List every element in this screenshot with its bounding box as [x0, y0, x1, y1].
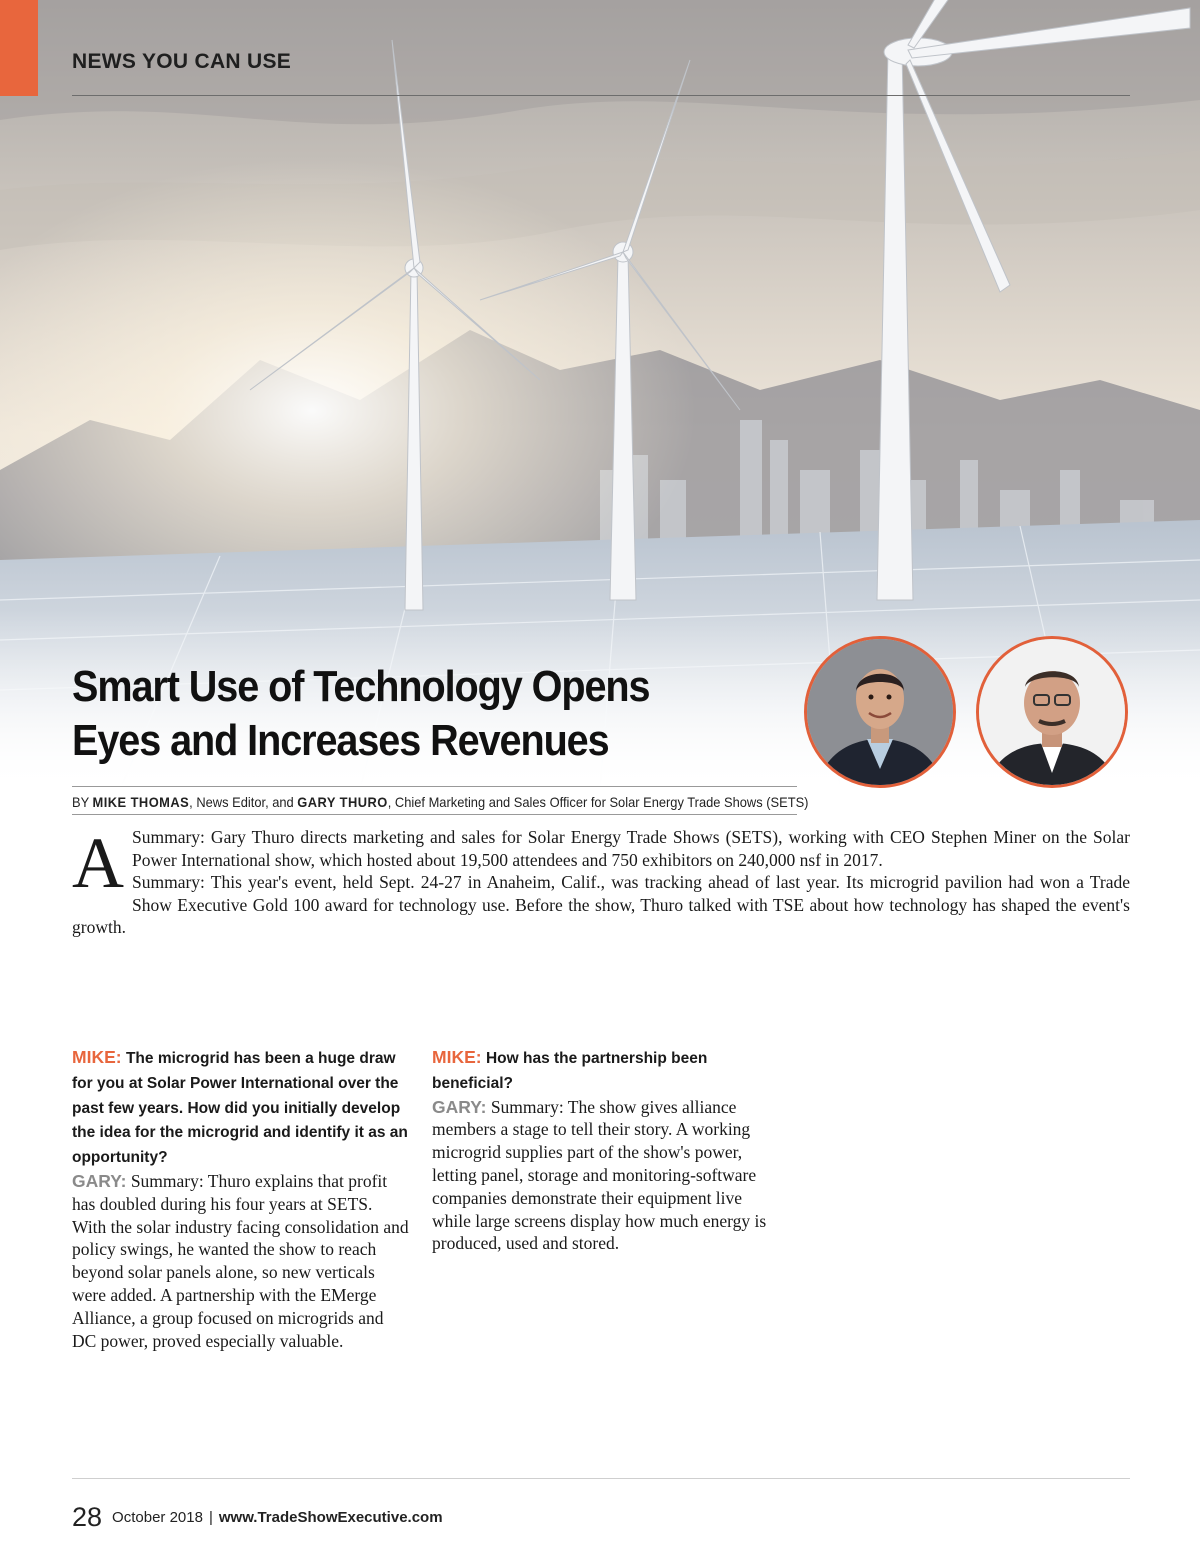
- article-intro: [72, 823, 1130, 939]
- section-label: NEWS YOU CAN USE: [72, 50, 292, 73]
- byline-top-divider: [72, 786, 797, 787]
- byline-bottom-divider: [72, 814, 797, 815]
- issue-date: October 2018: [112, 1509, 203, 1526]
- byline-author-2-role: , Chief Marketing and Sales Officer for Solar Energy Trade Shows (SETS): [387, 794, 809, 810]
- page-number: 28: [72, 1502, 103, 1532]
- intro-paragraph-2: Summary: This year's event, held Sept. 24-27 in Anaheim, Calif., was tracking ahead of last year. Its microgrid pavilion had won a Trade Show Executive Gold 100 award for technology use. Before the show, Thuro talked with TSE about how technology has shaped the event's growth.: [72, 872, 1130, 937]
- question-2-text: How has the partnership been beneficial?: [432, 1050, 708, 1092]
- byline: [72, 792, 809, 812]
- byline-author-2: GARY THURO: [297, 794, 388, 810]
- answer-2: [432, 1096, 770, 1256]
- question-1: [72, 1046, 410, 1170]
- portrait-mike-thomas: [804, 636, 956, 788]
- intro-paragraph-1-text: Summary: Gary Thuro directs marketing and sales for Solar Energy Trade Shows (SETS), working with CEO Stephen Miner on the Solar Power International show, which hosted about 19,500 attendees and 750 exhibitors on 240,000 nsf in 2017.: [132, 827, 1130, 870]
- intro-paragraph-1: [72, 823, 1130, 903]
- publication-url[interactable]: www.TradeShowExecutive.com: [218, 1509, 443, 1526]
- interviewer-label: MIKE:: [432, 1047, 482, 1067]
- interview-column-2: [432, 1046, 770, 1255]
- interviewee-label: GARY:: [432, 1096, 487, 1117]
- answer-1-text: Summary: Thuro explains that profit has doubled during his four years at SETS. With the solar industry facing consolidation and policy swings, he wanted the show to reach beyond solar panels alone, so new verticals were added. A partnership with the EMerge Alliance, a group focused on microgrids and DC power, proved especially valuable.: [72, 1170, 409, 1351]
- question-1-text: The microgrid has been a huge draw for you at Solar Power International over the past few years. How did you initially develop the idea for the microgrid and identify it as an opportunity?: [72, 1050, 408, 1167]
- answer-2-text: Summary: The show gives alliance members a stage to tell their story. A working microgrid supplies part of the show's power, letting panel, storage and monitoring-software companies demonstrate their equipment live while large screens display how much energy is produced, used and stored.: [432, 1096, 767, 1254]
- byline-author-1: MIKE THOMAS: [92, 794, 190, 810]
- person-avatar-icon: [807, 639, 953, 785]
- portrait-gary-thuro: [976, 636, 1128, 788]
- interviewee-label: GARY:: [72, 1170, 127, 1191]
- interview-column-1: [72, 1046, 410, 1352]
- drop-cap: A: [72, 823, 124, 903]
- answer-1: [72, 1170, 410, 1352]
- question-2: [432, 1046, 770, 1096]
- article-title: Smart Use of Technology Opens Eyes and Increases Revenues: [72, 662, 650, 765]
- person-avatar-icon: [979, 639, 1125, 785]
- footer-divider: [72, 1478, 1130, 1479]
- footer-separator: |: [208, 1509, 213, 1526]
- header-divider: [72, 95, 1130, 96]
- byline-author-1-role: , News Editor, and: [189, 794, 298, 810]
- interviewer-label: MIKE:: [72, 1047, 122, 1067]
- accent-bar: [0, 0, 38, 96]
- byline-prefix: BY: [72, 794, 93, 810]
- page-footer: [72, 1502, 443, 1533]
